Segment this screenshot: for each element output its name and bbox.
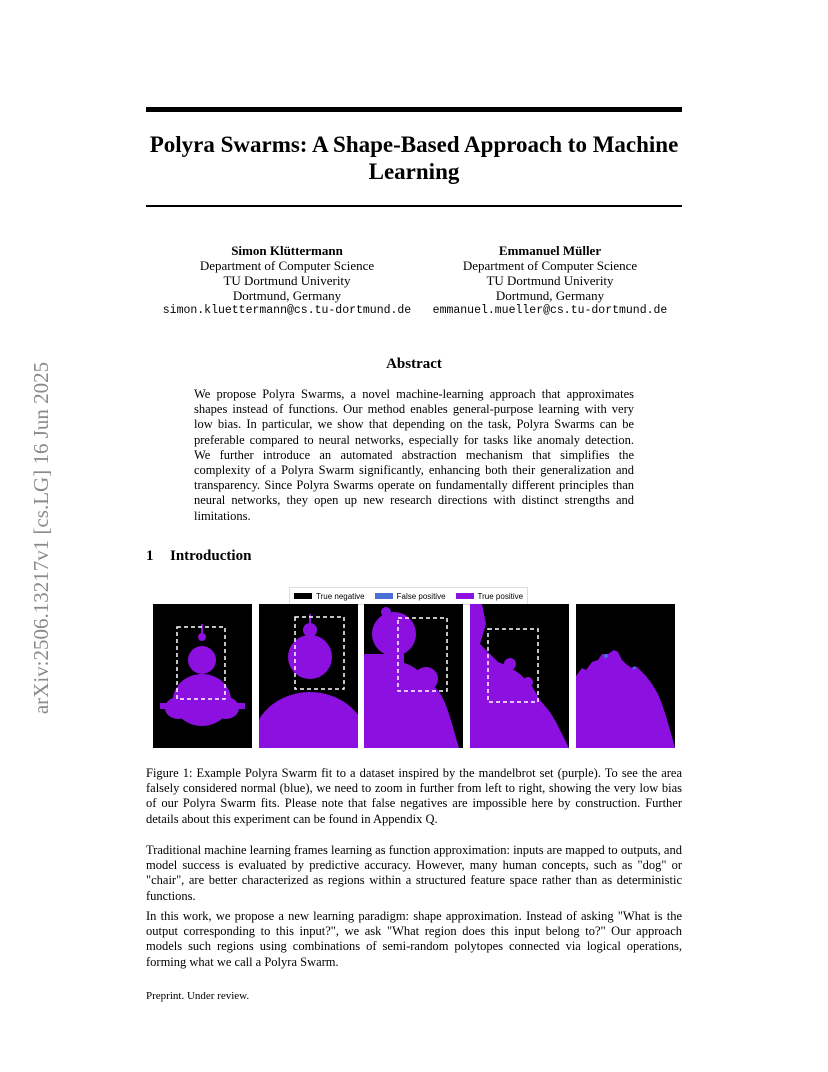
figure-caption: Figure 1: Example Polyra Swarm fit to a dataset inspired by the mandelbrot set (purple). To see the area falsely considered normal (blue), we need to zoom in further from left to right, showing the very low bias of our Polyra Swarm fits. Please note that false negatives are impossible here by construction. Further details about this experiment can be found in Appendix Q. <box>146 766 682 826</box>
legend-item <box>294 592 365 601</box>
author-department: Department of Computer Science <box>199 258 375 273</box>
figure-legend <box>289 587 528 605</box>
section-number: 1 <box>146 548 154 564</box>
author-name: Emmanuel Müller <box>498 243 602 258</box>
legend-label: True negative <box>316 591 365 601</box>
author-email[interactable]: emmanuel.mueller@cs.tu-dortmund.de <box>432 304 668 317</box>
author-university: TU Dortmund Univerity <box>223 273 351 288</box>
arxiv-identifier: arXiv:2506.13217v1 [cs.LG] 16 Jun 2025 <box>29 361 53 715</box>
section-heading <box>146 548 251 565</box>
legend-label: True positive <box>477 591 524 601</box>
zoom-panel-1 <box>153 604 252 748</box>
author-department: Department of Computer Science <box>462 258 638 273</box>
author-block <box>418 243 682 318</box>
paper-title: Polyra Swarms: A Shape-Based Approach to Machine Learning <box>149 132 679 184</box>
abstract-text: We propose Polyra Swarms, a novel machine-learning approach that approximates shapes instead of functions. Our method enables general-purpose learning with very low bias. In particular, we show that depending on the task, Polyra Swarms can be preferable compared to neural networks, especially for tasks like anomaly detection. We further introduce an automated abstraction mechanism that simplifies the complexity of a Polyra Swarm significantly, enhancing both their generalization and transparency. Since Polyra Swarms operate on fundamentally different principles than neural networks, they open up new research directions with distinct strengths and limitations. <box>194 387 634 523</box>
body-paragraph: Traditional machine learning frames learning as function approximation: inputs are mapped to outputs, and model success is evaluated by predictive accuracy. However, many human concepts, such as "dog" or "chair", are better characterized as regions within a structured feature space rather than as deterministic functions. <box>146 843 682 903</box>
zoom-panel-5 <box>576 604 675 748</box>
legend-swatch <box>294 593 312 599</box>
figure-panels <box>153 604 675 748</box>
author-name: Simon Klüttermann <box>231 243 343 258</box>
body-paragraph: In this work, we propose a new learning paradigm: shape approximation. Instead of asking "What is the output corresponding to this input?", we ask "What region does this input belong to?" Our approach models such regions using combinations of semi-random polytopes connected via logical operations, forming what we call a Polyra Swarm. <box>146 909 682 969</box>
title-rule-top <box>146 107 682 112</box>
abstract-heading: Abstract <box>386 356 442 372</box>
legend-item <box>456 592 524 601</box>
legend-swatch <box>456 593 474 599</box>
zoom-panel-4 <box>470 604 569 748</box>
legend-swatch <box>375 593 393 599</box>
legend-label: False positive <box>396 591 446 601</box>
section-title: Introduction <box>170 548 252 564</box>
author-university: TU Dortmund Univerity <box>486 273 614 288</box>
title-rule-bottom <box>146 205 682 207</box>
author-location: Dortmund, Germany <box>495 288 605 303</box>
author-email[interactable]: simon.kluettermann@cs.tu-dortmund.de <box>162 304 412 317</box>
zoom-panel-2 <box>259 604 358 748</box>
footer-note: Preprint. Under review. <box>146 990 250 1002</box>
zoom-panel-3 <box>364 604 463 748</box>
author-block <box>146 243 428 318</box>
legend-item <box>375 592 446 601</box>
author-location: Dortmund, Germany <box>232 288 342 303</box>
